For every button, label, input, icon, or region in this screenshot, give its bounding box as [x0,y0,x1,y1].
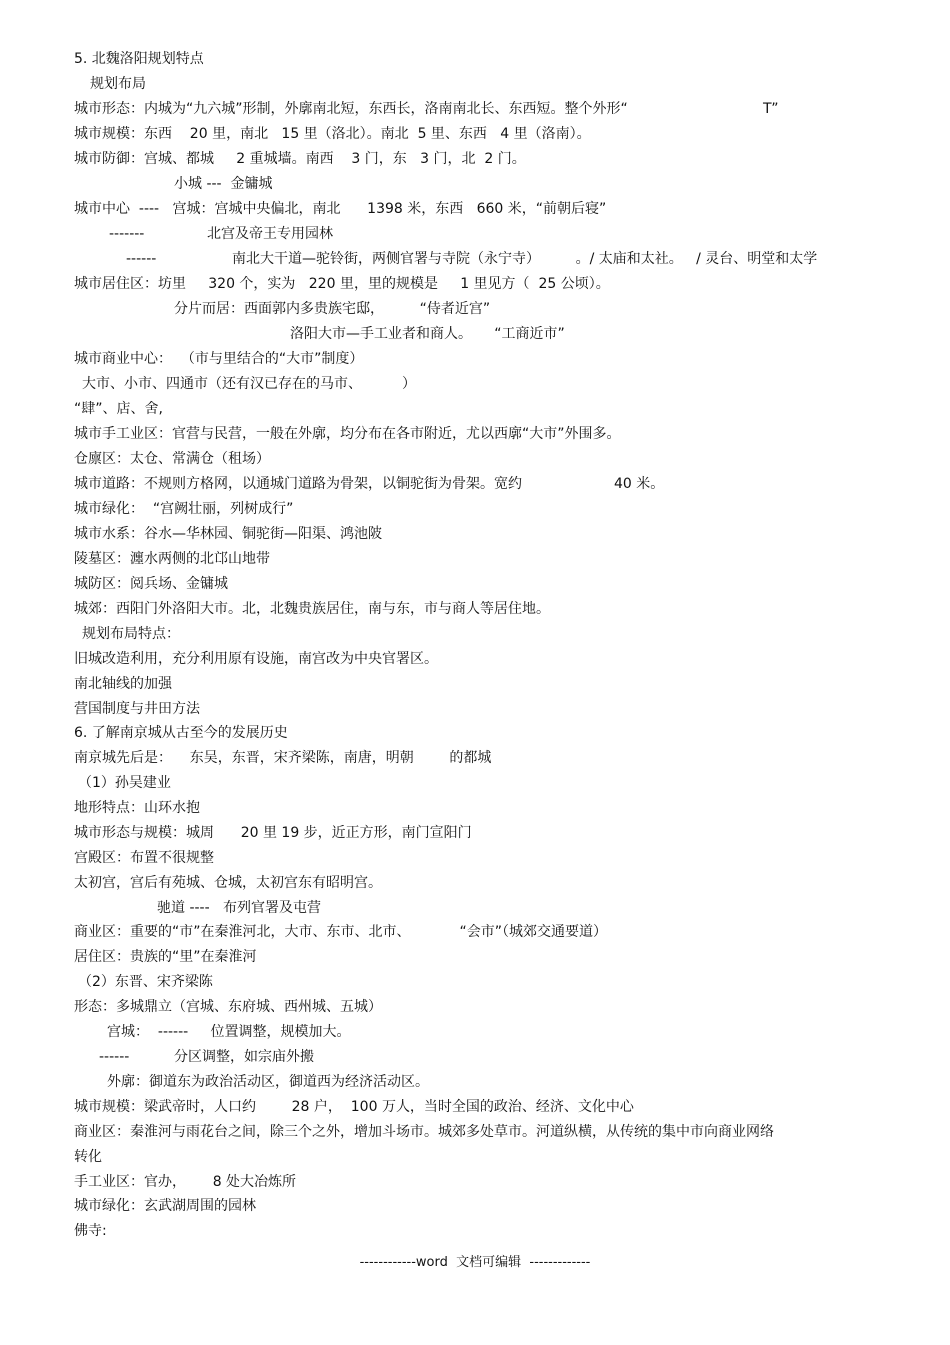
line-fenqu: 分区调整，如宗庙外搬 [174,1049,314,1065]
line-tombs: 陵墓区：瀍水两侧的北邙山地带 [74,551,270,567]
line-handicraft: 城市手工业区：官营与民营，一般在外廓，均分布在各市附近，尤以西廓“大市”外围多。 [74,426,621,442]
line-city-defense: 城市防御：宫城、都城 2 重城墙。南西 3 门，东 3 门，北 2 门。 [74,151,526,167]
line-handicraft-area: 手工业区：官办， 8 处大冶炼所 [74,1174,297,1190]
line-terrain: 地形特点：山环水抱 [74,800,200,816]
line-suburbs: 城郊：西阳门外洛阳大市。北，北魏贵族居住，南与东，市与商人等居住地。 [74,601,550,617]
line-fenqu-dash: ------ [99,1049,130,1065]
line-palace-garden: 北宫及帝王专用园林 [207,226,333,242]
line-palace-area: 宫殿区：布置不很规整 [74,850,214,866]
line-commerce-area: 商业区：重要的“市”在秦淮河北，大市、东市、北市、 “会市”（城郊交通要道） [74,924,607,940]
line-roads-width: 40 米。 [614,476,665,492]
line-city-center: 城市中心 ---- 宫城：宫城中央偏北，南北 1398 米，东西 660 米，“前朝后寝” [74,201,607,217]
line-water: 城市水系：谷水—华林园、铜驼街—阳渠、鸿池陂 [74,526,382,542]
line-small-city: 小城 --- 金镛城 [174,176,273,192]
line-military: 城防区：阅兵场、金镛城 [74,576,228,592]
line-commerce-area-2-cont: 转化 [74,1149,102,1165]
line-feature-3: 营国制度与井田方法 [74,701,200,717]
line-taichu-palace: 太初宫，宫后有苑城、仓城，太初宫东有昭明宫。 [74,875,382,891]
line-zoning: 分片而居：西面郭内多贵族宅邸， “侍者近宫” [174,301,491,317]
line-shops: “肆”、店、舍, [74,401,163,417]
line-feature-2: 南北轴线的加强 [74,676,172,692]
line-sunwu: （1）孙吴建业 [78,775,171,791]
line-big-market: 洛阳大市—手工业者和商人。 “工商近市” [290,326,565,342]
line-gongcheng: 宫城： ------ 位置调整，规模加大。 [107,1024,351,1040]
line-eastern-jin: （2）东晋、宋齐梁陈 [78,974,213,990]
line-chidao: 驰道 ---- 布列官署及屯营 [157,900,322,916]
line-granary: 仓廪区：太仓、常满仓（租场） [74,451,270,467]
line-form-scale: 城市形态与规模：城周 20 里 19 步，近正方形，南门宣阳门 [74,825,472,841]
footer-note: ------------word 文档可编辑 ------------- [359,1255,591,1270]
line-city-scale: 城市规模：东西 20 里，南北 15 里（洛北）。南北 5 里、东西 4 里（洛南）。 [74,126,591,142]
section5-subheading: 规划布局 [90,76,146,92]
line-palace-dash: ------- [109,226,145,242]
line-form-multicity: 形态：多城鼎立（宫城、东府城、西州城、五城） [74,999,382,1015]
line-feature-1: 旧城改造利用，充分利用原有设施，南宫改为中央官署区。 [74,651,438,667]
line-avenue: 南北大干道—驼铃街，两侧官署与寺院（永宁寺） 。/ 太庙和太社。 / 灵台、明堂和太学 [232,251,818,267]
line-waikuo: 外廓：御道东为政治活动区，御道西为经济活动区。 [107,1074,429,1090]
line-city-form: 城市形态：内城为“九六城”形制，外廓南北短，东西长，洛南南北长、东西短。整个外形“ [74,101,628,117]
section5-heading: 5. 北魏洛阳规划特点 [74,51,204,67]
line-commerce-area-2: 商业区：秦淮河与雨花台之间，除三个之外，增加斗场市。城郊多处草市。河道纵横，从传统的集中市向商业网络 [74,1124,774,1140]
line-city-scale-liang: 城市规模：梁武帝时，人口约 28 户， 100 万人，当时全国的政治、经济、文化中心 [74,1099,634,1115]
line-residential: 城市居住区：坊里 320 个，实为 220 里，里的规模是 1 里见方（ 25 公顷）。 [74,276,610,292]
section6-heading: 6. 了解南京城从古至今的发展历史 [74,725,288,741]
line-greening-2: 城市绿化：玄武湖周围的园林 [74,1198,256,1214]
line-roads: 城市道路：不规则方格网，以通城门道路为骨架，以铜驼街为骨架。宽约 [74,476,522,492]
line-city-form-shape: T” [763,101,779,117]
line-features-heading: 规划布局特点： [82,626,180,642]
line-commerce-center: 城市商业中心： （市与里结合的“大市”制度） [74,351,364,367]
line-temples: 佛寺: [74,1223,107,1239]
line-greening: 城市绿化： “宫阙壮丽，列树成行” [74,501,294,517]
line-avenue-dash: ------ [126,251,157,267]
line-nanjing-dynasties: 南京城先后是： 东吴，东晋，宋齐梁陈，南唐，明朝 的都城 [74,750,492,766]
line-markets: 大市、小市、四通市（还有汉已存在的马市、 ） [82,376,417,392]
line-residential-area: 居住区：贵族的“里”在秦淮河 [74,949,257,965]
